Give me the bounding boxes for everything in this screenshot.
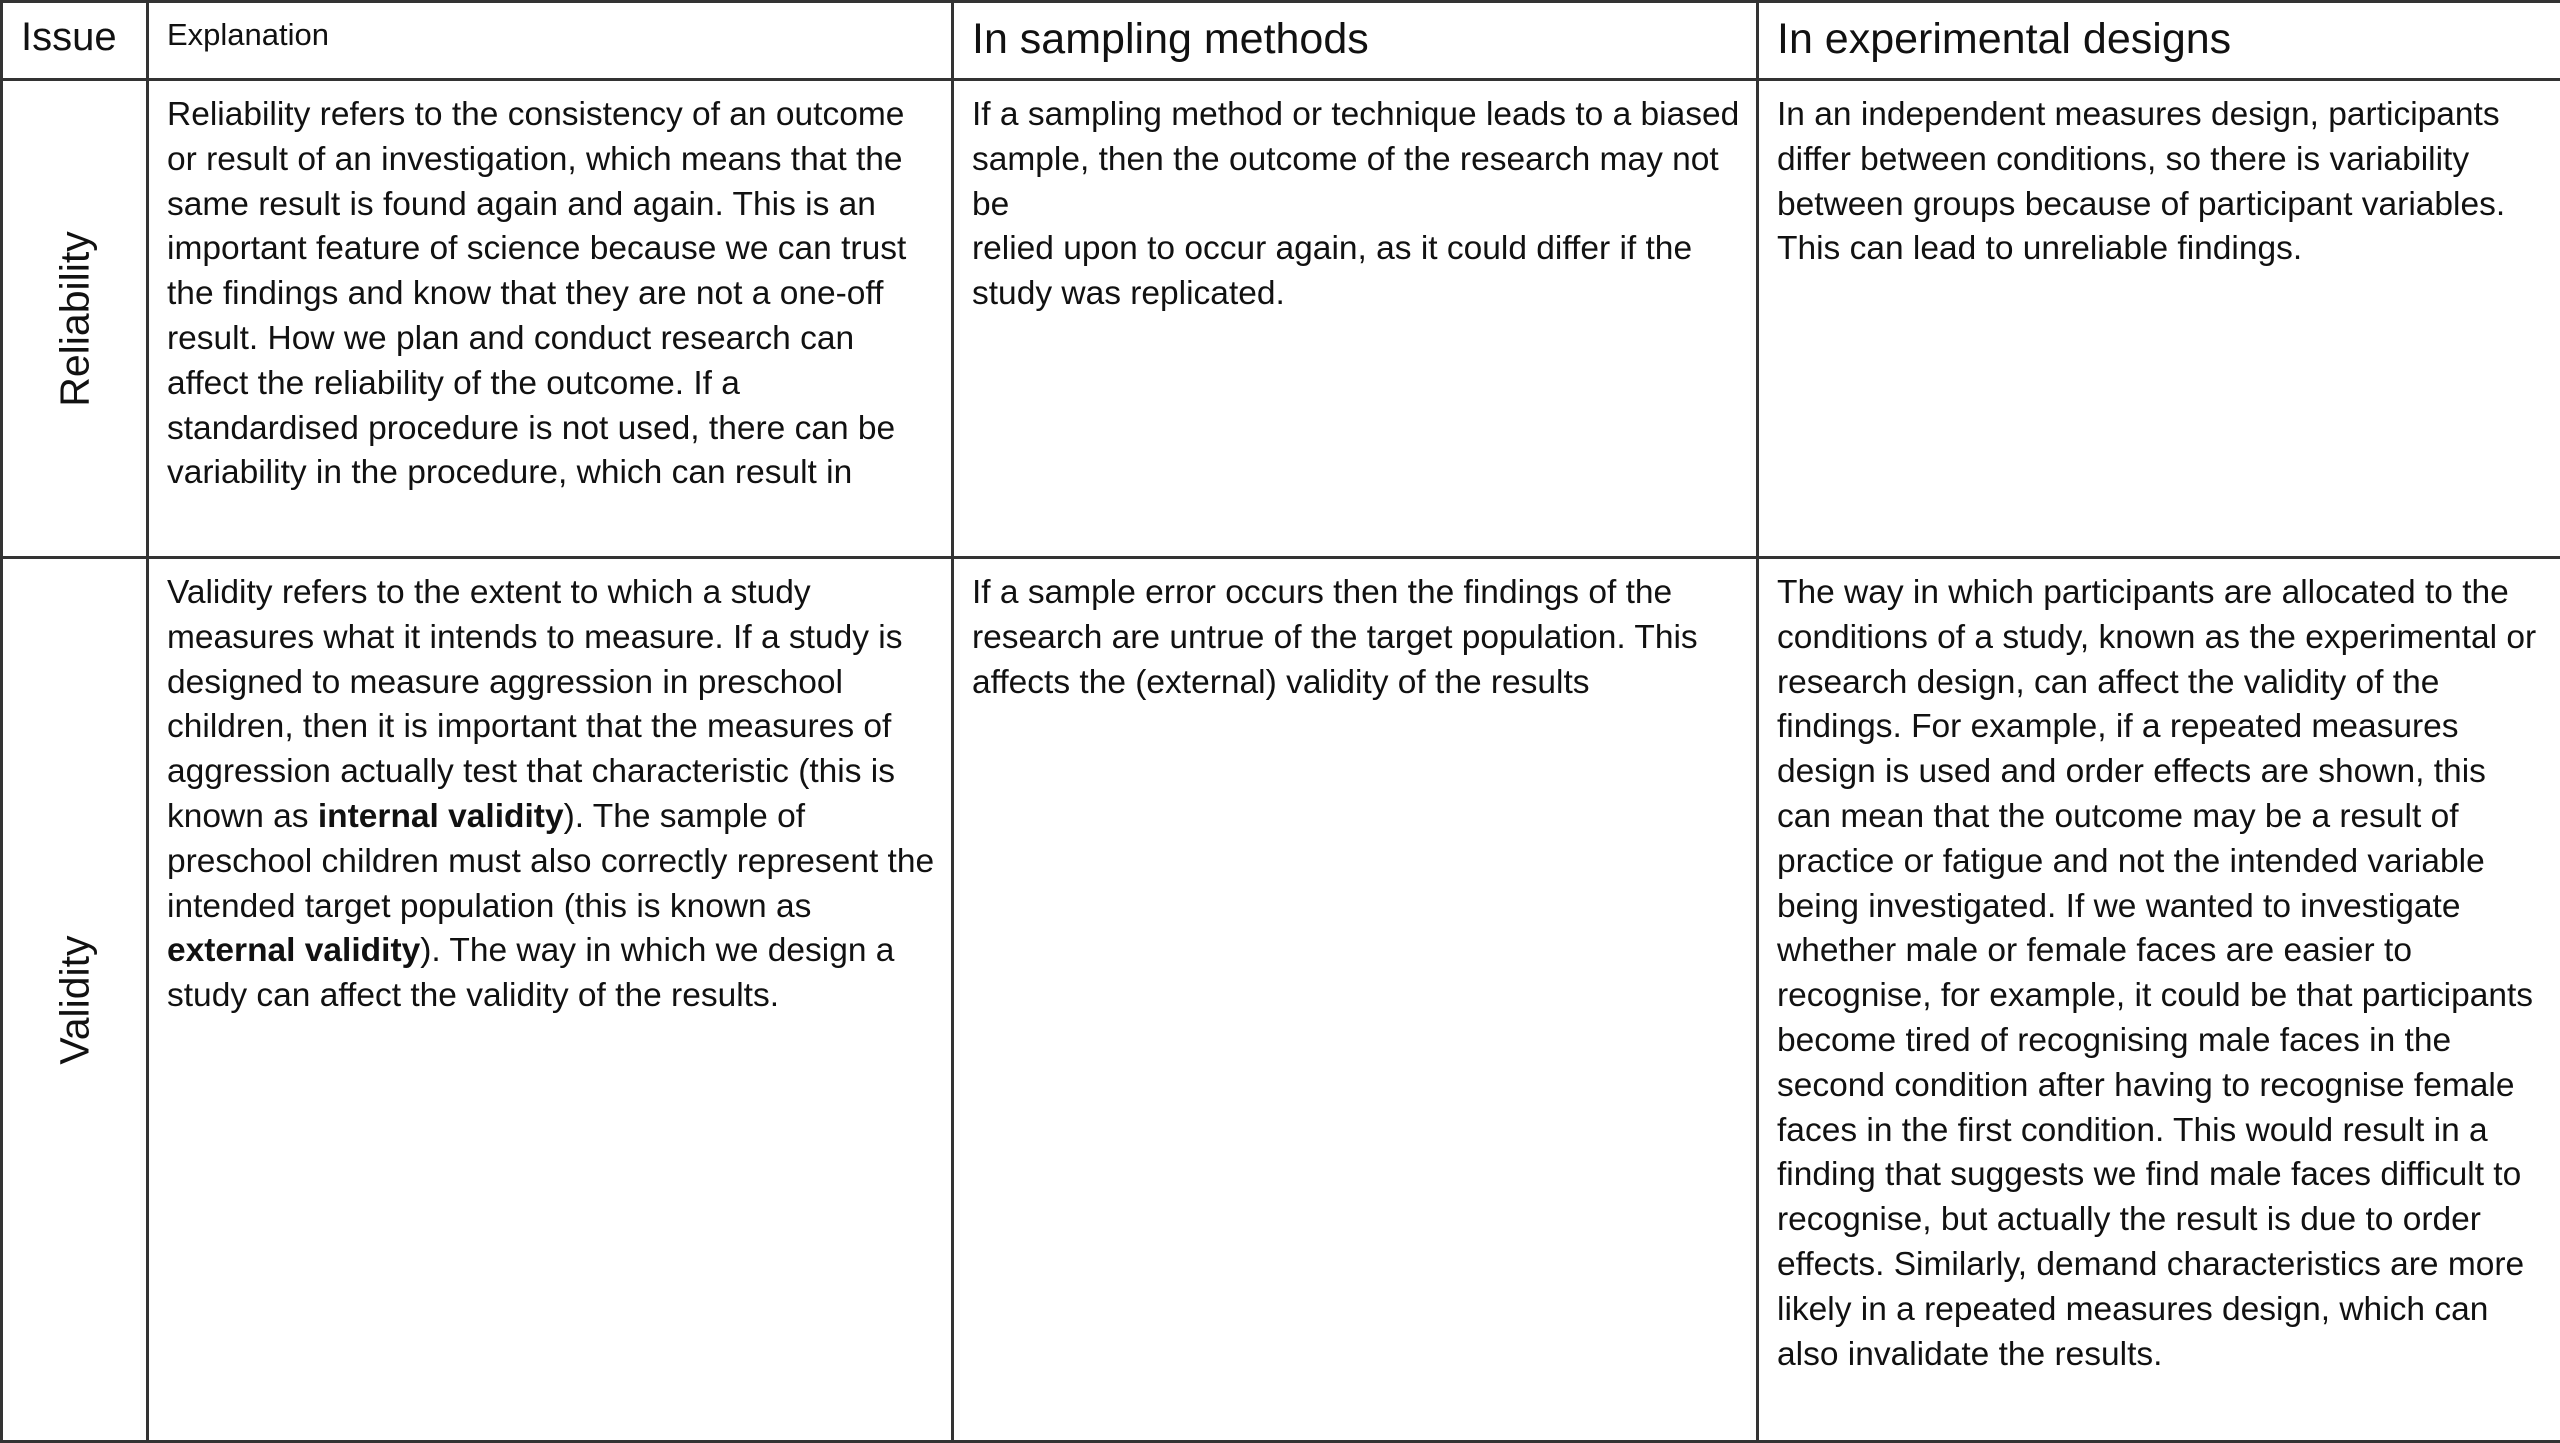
explanation-text: ). The way in which we design a study can affect the validity of the results. [167,932,894,1014]
issue-label-validity: Validity [51,935,98,1064]
issue-cell-reliability [2,80,148,558]
header-row [2,2,2560,80]
table-row-reliability [2,80,2560,558]
explanation-cell-reliability: Reliability refers to the consistency of an outcome or result of an investigation, which means that the same result is found again and again. This is an important feature of science because we can trust the findings and know that they are not a one-off result. How we plan and conduct research can affect the reliability of the outcome. If a standardised procedure is not used, there can be variability in the procedure, which can result in [148,80,953,558]
explanation-text: Validity refers to the extent to which a study measures what it intends to measure. If a study is designed to measure aggression in preschool children, then it is important that the measures of aggression actually test that characteristic (this is known as [167,574,902,835]
explanation-text: ). The sample of preschool children must also correctly represent the intended target population (this is known as [167,798,934,925]
issue-label-reliability: Reliability [51,231,98,406]
header-sampling-methods: In sampling methods [953,2,1758,80]
sampling-cell-validity: If a sample error occurs then the findings of the research are untrue of the target population. This affects the (external) validity of the results [953,558,1758,1442]
issue-cell-validity [2,558,148,1442]
experimental-cell-validity: The way in which participants are allocated to the conditions of a study, known as the experimental or research design, can affect the validity of the findings. For example, if a repeated measures design is used and order effects are shown, this can mean that the outcome may be a result of practice or fatigue and not the intended variable being investigated. If we wanted to investigate whether male or female faces are easier to recognise, for example, it could be that participants become tired of recognising male faces in the second condition after having to recognise female faces in the first condition. This would result in a finding that suggests we find male faces difficult to recognise, but actually the result is due to order effects. Similarly, demand characteristics are more likely in a repeated measures design, which can also invalidate the results. [1758,558,2560,1442]
header-issue: Issue [2,2,148,80]
explanation-cell-validity [148,558,953,1442]
header-explanation: Explanation [148,2,953,80]
experimental-cell-reliability: In an independent measures design, participants differ between conditions, so there is variability between groups because of participant variables. This can lead to unreliable findings. [1758,80,2560,558]
header-experimental-designs: In experimental designs [1758,2,2560,80]
external-validity-term: external validity [167,932,420,969]
sampling-cell-reliability [953,80,1758,558]
sampling-text-line: relied upon to occur again, as it could differ if the study was replicated. [972,227,1742,317]
internal-validity-term: internal validity [318,798,564,835]
table-row-validity [2,558,2560,1442]
sampling-text-line: If a sampling method or technique leads to a biased sample, then the outcome of the research may not be [972,93,1742,227]
